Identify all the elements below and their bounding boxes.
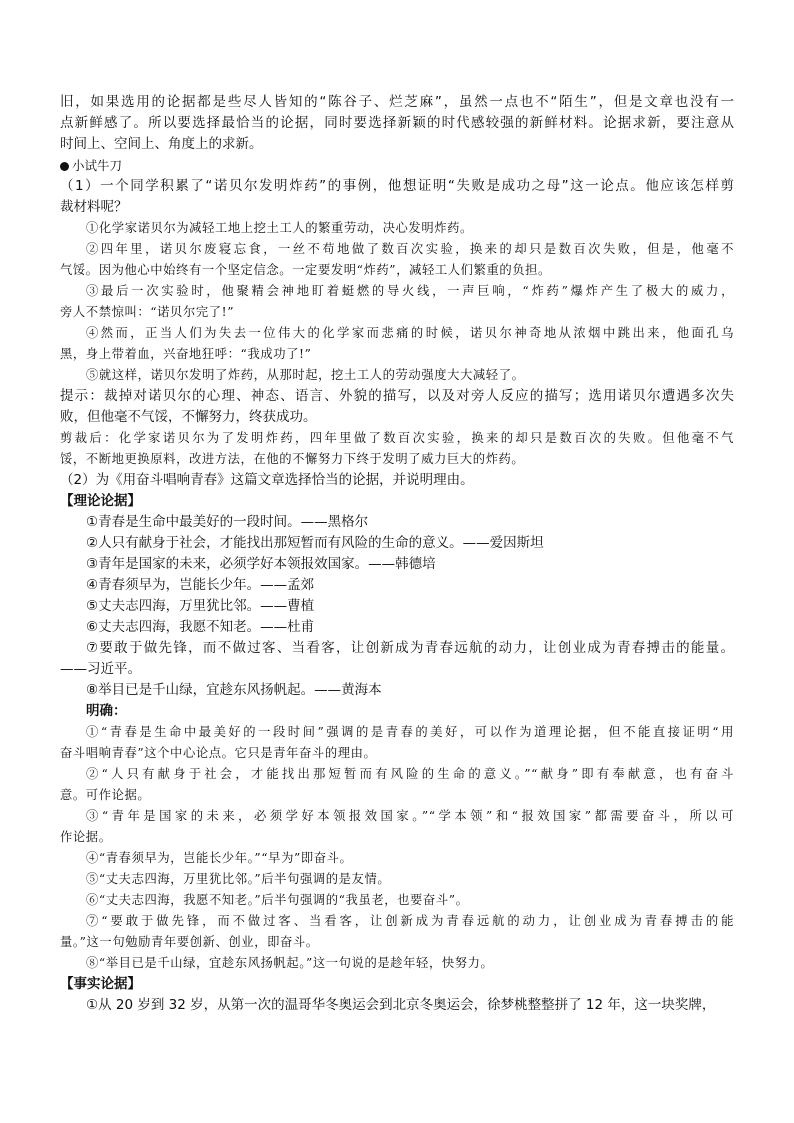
material-paragraph: ③最后一次实验时，他聚精会神地盯着蜓燃的导火线，一声巨响，“炸药”爆炸产生了极大的威力， [86, 284, 734, 298]
material-paragraph: ④然而，正当人们为失去一位伟大的化学家而悲痛的时候，诺贝尔神奇地从浓烟中跳出来，他面孔乌 [86, 326, 734, 340]
answer-item: ⑥“丈夫志四海，我愿不知老。”后半句强调的“我虽老，也要奋斗”。 [86, 893, 469, 907]
intro-line: 旧，如果选用的论据都是些尽人皆知的“陈谷子、烂芝麻”，虽然一点也不“陌生”，但是文章也没有一 [60, 94, 734, 110]
theory-item: ⑦要敢于做先锋，而不做过客、当看客，让创新成为青春远航的动力，让创业成为青春搏击的能量。 [86, 640, 734, 656]
answer-heading: 明确： [86, 703, 127, 719]
material-paragraph: 黑，身上带着血，兴奋地狂呼：“我成功了!” [60, 347, 312, 361]
hint-text: 提示：裁掉对诺贝尔的心理、神态、语言、外貌的描写，以及对旁人反应的描写；选用诺贝尔遭遇多次失 [60, 388, 734, 404]
material-paragraph: ⑤就这样，诺贝尔发明了炸药，从那时起，挖土工人的劳动强度大大减轻了。 [86, 368, 525, 382]
cut-result-text: 馁，不断地更换原料，改进方法，在他的不懈努力下终于发明了威力巨大的炸药。 [60, 452, 525, 466]
cut-result-text: 剪裁后：化学家诺贝尔为了发明炸药，四年里做了数百次实验，换来的却只是数百次的失败。但他毫不气 [60, 431, 734, 445]
theory-item: ②人只有献身于社会，才能找出那短暂而有风险的生命的意义。——爱因斯坦 [86, 535, 544, 551]
practice-heading: 小试牛刀 [72, 158, 123, 173]
answer-item: 意。可作论据。 [60, 788, 151, 802]
hint-text: 败，但他毫不气馁，不懈努力，终获成功。 [60, 409, 317, 425]
answer-item: ③“青年是国家的未来，必须学好本领报效国家。”“学本领”和“报效国家”都需要奋斗，所以可 [86, 809, 734, 823]
theory-item: ——习近平。 [60, 661, 141, 677]
answer-item: ④“青春须早为，岂能长少年。”“早为”即奋斗。 [86, 851, 353, 865]
material-paragraph: ②四年里，诺贝尔废寝忘食，一丝不苟地做了数百次实验，换来的却只是数百次失败，但是，他毫不 [86, 242, 734, 256]
theory-item: ⑧举目已是千山绿，宜趁东风扬帆起。——黄海本 [86, 682, 382, 698]
answer-item: 奋斗唱响青春”这个中心论点。它只是青年奋斗的理由。 [60, 746, 377, 760]
theory-item: ⑤丈夫志四海，万里犹比邻。——曹植 [86, 598, 315, 614]
material-paragraph: 旁人不禁惊叫：“诺贝尔完了!” [60, 305, 235, 319]
intro-line: 时间上、空间上、角度上的求新。 [60, 136, 263, 152]
question-1: （1）一个同学积累了“诺贝尔发明炸药”的事例，他想证明“失败是成功之母”这一论点。他应该怎样剪 [60, 178, 734, 194]
answer-item: ②“人只有献身于社会，才能找出那短暂而有风险的生命的意义。”“献身”即有奉献意，也有奋斗 [86, 767, 734, 781]
intro-line: 点新鲜感了。所以要选择最恰当的论据，同时要选择新颖的时代感较强的新鲜材料。论据求新，要注意从 [60, 115, 734, 131]
answer-item: ⑦“要敢于做先锋，而不做过客、当看客，让创新成为青春远航的动力，让创业成为青春搏击的能 [86, 914, 734, 928]
theory-item: ④青春须早为，岂能长少年。——孟郊 [86, 577, 315, 593]
fact-item: ①从 20 岁到 32 岁，从第一次的温哥华冬奥运会到北京冬奥运会，徐梦桃整整拼了 12 年，这一块奖牌， [86, 997, 716, 1013]
theory-heading: 【理论论据】 [60, 493, 141, 509]
document-page [60, 92, 734, 1016]
theory-item: ①青春是生命中最美好的一段时间。——黑格尔 [86, 514, 369, 530]
question-2: （2）为《用奋斗唱响青春》这篇文章选择恰当的论据，并说明理由。 [60, 472, 474, 488]
section-heading [60, 155, 734, 176]
material-paragraph: ①化学家诺贝尔为减轻工地上挖土工人的繁重劳动，决心发明炸药。 [86, 221, 473, 235]
question-1: 裁材料呢？ [60, 199, 128, 215]
answer-item: 量。”这一句勉励青年要创新、创业，即奋斗。 [60, 935, 319, 949]
fact-heading: 【事实论据】 [60, 976, 141, 992]
bullet-icon [60, 162, 69, 171]
material-paragraph: 气馁。因为他心中始终有一个坚定信念。一定要发明“炸药”，减轻工人们繁重的负担。 [60, 263, 551, 277]
theory-item: ⑥丈夫志四海，我愿不知老。——杜甫 [86, 619, 315, 635]
theory-item: ③青年是国家的未来，必须学好本领报效国家。——韩德培 [86, 556, 436, 572]
answer-item: ①“青春是生命中最美好的一段时间”强调的是青春的美好，可以作为道理论据，但不能直接证明“用 [86, 725, 734, 739]
answer-item: ⑤“丈夫志四海，万里犹比邻。”后半句强调的是友情。 [86, 872, 391, 886]
answer-item: 作论据。 [60, 830, 112, 844]
answer-item: ⑧“举目已是千山绿，宜趁东风扬帆起。”这一句说的是趁年轻，快努力。 [86, 956, 494, 970]
